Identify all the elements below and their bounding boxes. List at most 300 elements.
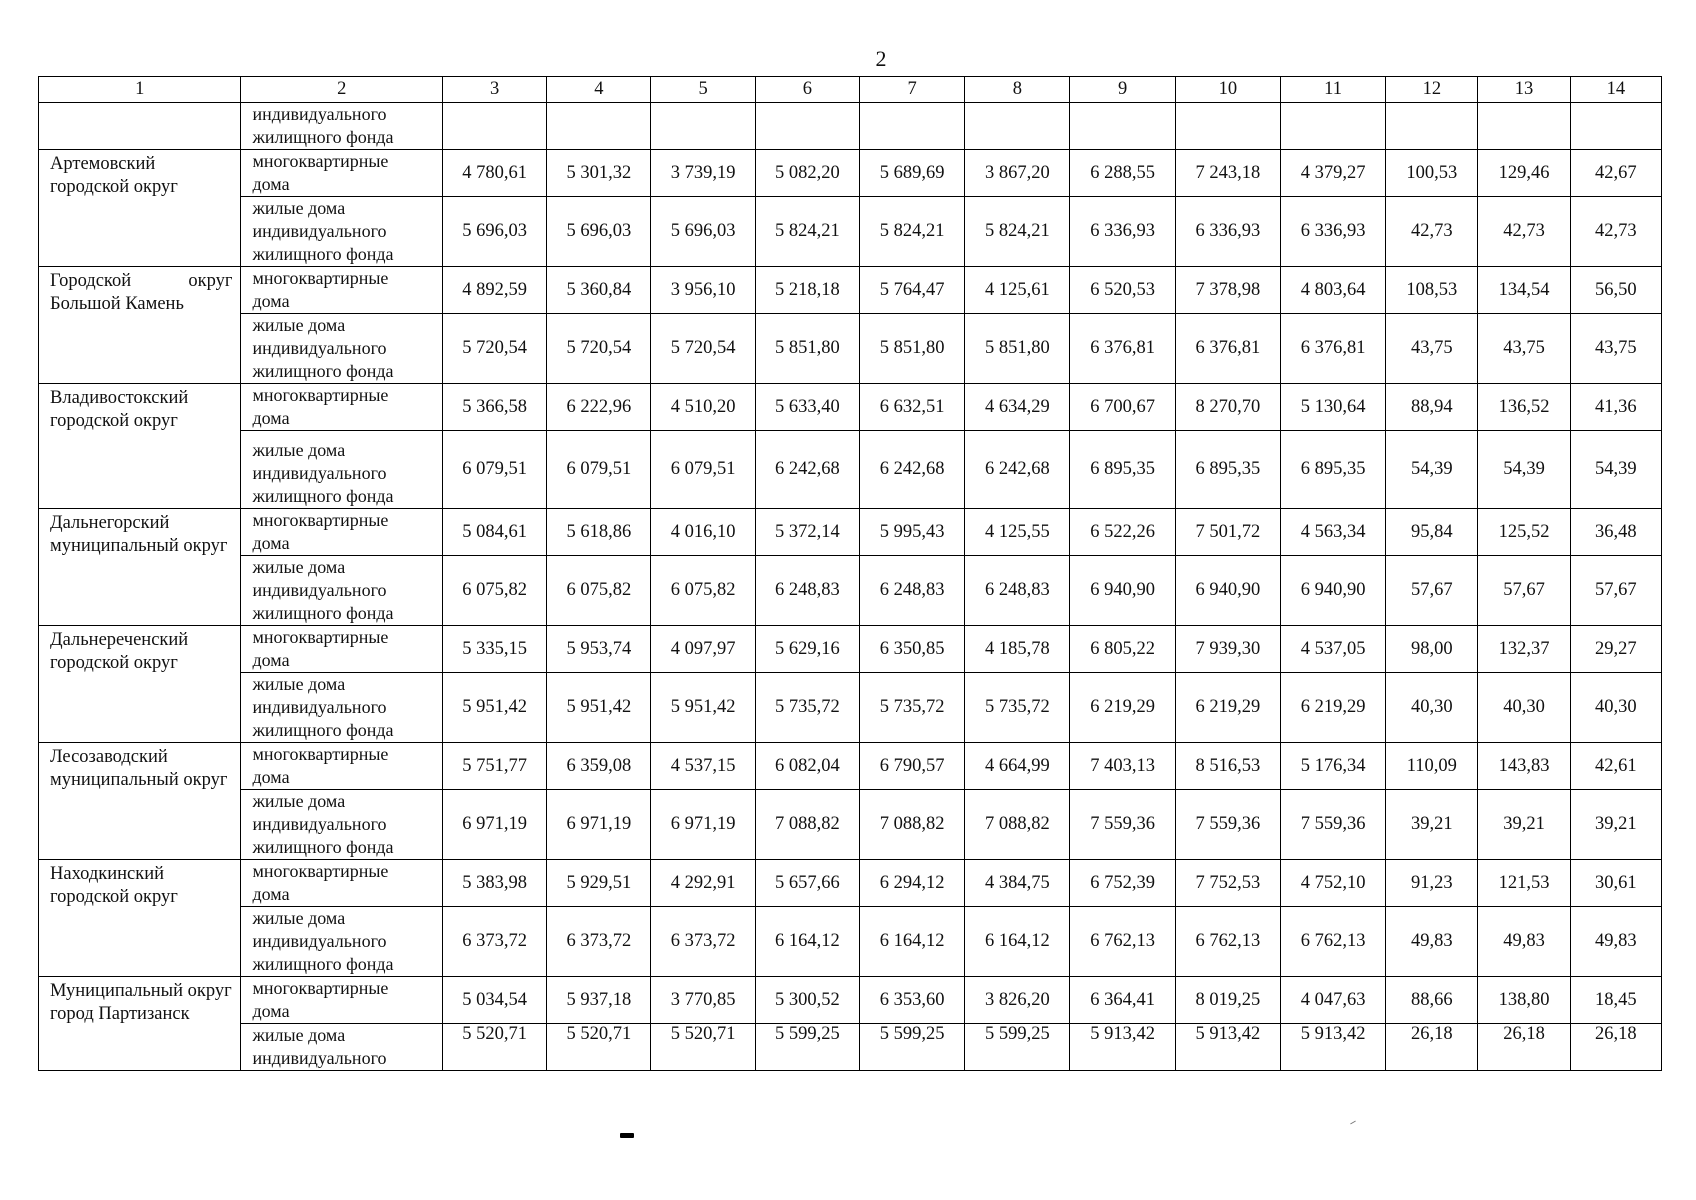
district-name: Находкинский городской округ xyxy=(39,860,241,977)
value-cell: 6 376,81 xyxy=(1175,314,1280,384)
value-cell: 5 735,72 xyxy=(965,673,1070,743)
value-cell: 39,21 xyxy=(1570,790,1661,860)
value-cell: 6 219,29 xyxy=(1070,673,1175,743)
value-cell: 49,83 xyxy=(1478,907,1570,977)
cell-text-line: многоквартирные xyxy=(252,744,389,764)
cell-text-line: многоквартирные xyxy=(252,978,389,998)
value-cell: 4 384,75 xyxy=(965,860,1070,907)
value-cell: 5 300,52 xyxy=(755,977,859,1024)
value-cell: 138,80 xyxy=(1478,977,1570,1024)
cell-text-line: жилищного фонда xyxy=(252,244,394,264)
value-cell: 18,45 xyxy=(1570,977,1661,1024)
empty-value-cell xyxy=(1478,103,1570,150)
value-cell: 8 270,70 xyxy=(1175,384,1280,431)
value-cell: 5 176,34 xyxy=(1280,743,1385,790)
empty-value-cell xyxy=(547,103,651,150)
value-cell: 6 790,57 xyxy=(859,743,964,790)
value-cell: 88,94 xyxy=(1386,384,1478,431)
district-name: Владивостокский городской округ xyxy=(39,384,241,509)
cell-text-line: многоквартирные xyxy=(252,151,389,171)
empty-value-cell xyxy=(859,103,964,150)
value-cell: 5 824,21 xyxy=(965,197,1070,267)
continuation-row xyxy=(39,103,1662,150)
value-cell: 5 735,72 xyxy=(755,673,859,743)
housing-type-cell xyxy=(241,314,442,384)
value-cell: 5 335,15 xyxy=(442,626,546,673)
empty-value-cell xyxy=(755,103,859,150)
cell-text-line: жилые дома xyxy=(252,557,346,577)
value-cell: 7 403,13 xyxy=(1070,743,1175,790)
value-cell: 6 376,81 xyxy=(1280,314,1385,384)
cell-text-line: жилищного фонда xyxy=(252,127,394,147)
table-row xyxy=(39,673,1662,743)
value-cell: 49,83 xyxy=(1386,907,1478,977)
value-cell: 54,39 xyxy=(1478,431,1570,509)
value-cell: 6 520,53 xyxy=(1070,267,1175,314)
value-cell: 6 082,04 xyxy=(755,743,859,790)
cell-text-line: жилищного фонда xyxy=(252,720,394,740)
table-row xyxy=(39,556,1662,626)
column-number: 1 xyxy=(39,77,241,103)
value-cell: 4 537,15 xyxy=(651,743,755,790)
housing-type-cell xyxy=(241,907,442,977)
value-cell: 5 951,42 xyxy=(651,673,755,743)
table-row xyxy=(39,384,1662,431)
value-cell: 42,73 xyxy=(1386,197,1478,267)
value-cell: 6 895,35 xyxy=(1070,431,1175,509)
value-cell: 5 034,54 xyxy=(442,977,546,1024)
empty-value-cell xyxy=(1280,103,1385,150)
value-cell: 6 364,41 xyxy=(1070,977,1175,1024)
value-cell: 5 696,03 xyxy=(547,197,651,267)
value-cell: 5 599,25 xyxy=(755,1024,859,1071)
table-row xyxy=(39,626,1662,673)
stray-dash-mark xyxy=(620,1133,634,1138)
value-cell: 4 379,27 xyxy=(1280,150,1385,197)
value-cell: 5 851,80 xyxy=(965,314,1070,384)
value-cell: 3 956,10 xyxy=(651,267,755,314)
cell-text-line: дома xyxy=(252,767,290,787)
value-cell: 5 082,20 xyxy=(755,150,859,197)
value-cell: 6 075,82 xyxy=(442,556,546,626)
value-cell: 6 940,90 xyxy=(1280,556,1385,626)
empty-value-cell xyxy=(965,103,1070,150)
cell-text-line: многоквартирные xyxy=(252,268,389,288)
value-cell: 4 563,34 xyxy=(1280,509,1385,556)
table-row xyxy=(39,860,1662,907)
value-cell: 4 185,78 xyxy=(965,626,1070,673)
housing-type-cell xyxy=(241,197,442,267)
table-row xyxy=(39,431,1662,509)
value-cell: 5 824,21 xyxy=(755,197,859,267)
value-cell: 57,67 xyxy=(1478,556,1570,626)
value-cell: 4 047,63 xyxy=(1280,977,1385,1024)
value-cell: 6 164,12 xyxy=(859,907,964,977)
value-cell: 5 696,03 xyxy=(651,197,755,267)
value-cell: 5 599,25 xyxy=(965,1024,1070,1071)
column-number: 7 xyxy=(859,77,964,103)
column-number: 5 xyxy=(651,77,755,103)
value-cell: 54,39 xyxy=(1570,431,1661,509)
value-cell: 6 373,72 xyxy=(651,907,755,977)
value-cell: 6 336,93 xyxy=(1175,197,1280,267)
cell-text-line: жилищного фонда xyxy=(252,954,394,974)
value-cell: 6 075,82 xyxy=(547,556,651,626)
housing-type-cell xyxy=(241,509,442,556)
cell-text-line: жилищного фонда xyxy=(252,837,394,857)
value-cell: 6 752,39 xyxy=(1070,860,1175,907)
value-cell: 6 522,26 xyxy=(1070,509,1175,556)
value-cell: 4 537,05 xyxy=(1280,626,1385,673)
value-cell: 5 720,54 xyxy=(442,314,546,384)
housing-type-cell xyxy=(241,267,442,314)
value-cell: 5 689,69 xyxy=(859,150,964,197)
value-cell: 6 895,35 xyxy=(1175,431,1280,509)
empty-value-cell xyxy=(1175,103,1280,150)
value-cell: 5 937,18 xyxy=(547,977,651,1024)
housing-type-cell xyxy=(241,977,442,1024)
value-cell: 5 764,47 xyxy=(859,267,964,314)
value-cell: 5 383,98 xyxy=(442,860,546,907)
value-cell: 5 633,40 xyxy=(755,384,859,431)
cell-text-line: индивидуального xyxy=(252,697,387,717)
cell-text-line: жилищного фонда xyxy=(252,361,394,381)
value-cell: 39,21 xyxy=(1478,790,1570,860)
cell-text-line: многоквартирные xyxy=(252,385,389,405)
value-cell: 95,84 xyxy=(1386,509,1478,556)
cell-text-line: дома xyxy=(252,884,290,904)
header-row xyxy=(39,77,1662,103)
value-cell: 5 130,64 xyxy=(1280,384,1385,431)
value-cell: 3 826,20 xyxy=(965,977,1070,1024)
housing-type-cell xyxy=(241,384,442,431)
cell-text-line: индивидуального xyxy=(252,104,387,124)
value-cell: 6 248,83 xyxy=(965,556,1070,626)
table-row xyxy=(39,509,1662,556)
cell-text-line: индивидуального xyxy=(252,338,387,358)
value-cell: 7 559,36 xyxy=(1070,790,1175,860)
table-row xyxy=(39,314,1662,384)
value-cell: 6 373,72 xyxy=(547,907,651,977)
value-cell: 7 088,82 xyxy=(965,790,1070,860)
empty-value-cell xyxy=(651,103,755,150)
cell-text-line: индивидуального xyxy=(252,814,387,834)
column-number: 14 xyxy=(1570,77,1661,103)
value-cell: 6 079,51 xyxy=(442,431,546,509)
value-cell: 5 084,61 xyxy=(442,509,546,556)
value-cell: 5 696,03 xyxy=(442,197,546,267)
value-cell: 42,67 xyxy=(1570,150,1661,197)
page-number: 2 xyxy=(875,46,887,71)
value-cell: 5 629,16 xyxy=(755,626,859,673)
cell-text-line: жилищного фонда xyxy=(252,486,394,506)
tariff-table xyxy=(38,76,1662,1071)
value-cell: 43,75 xyxy=(1478,314,1570,384)
value-cell: 41,36 xyxy=(1570,384,1661,431)
value-cell: 6 248,83 xyxy=(755,556,859,626)
housing-type-cell xyxy=(241,1024,442,1071)
value-cell: 91,23 xyxy=(1386,860,1478,907)
value-cell: 6 242,68 xyxy=(755,431,859,509)
value-cell: 36,48 xyxy=(1570,509,1661,556)
value-cell: 6 075,82 xyxy=(651,556,755,626)
table-row xyxy=(39,150,1662,197)
value-cell: 5 618,86 xyxy=(547,509,651,556)
value-cell: 5 951,42 xyxy=(547,673,651,743)
value-cell: 5 520,71 xyxy=(547,1024,651,1071)
column-number: 9 xyxy=(1070,77,1175,103)
cell-text-line: жилые дома xyxy=(252,674,346,694)
district-name: Лесозаводский муниципальный округ xyxy=(39,743,241,860)
value-cell: 5 301,32 xyxy=(547,150,651,197)
column-number: 4 xyxy=(547,77,651,103)
value-cell: 7 501,72 xyxy=(1175,509,1280,556)
value-cell: 7 088,82 xyxy=(859,790,964,860)
value-cell: 136,52 xyxy=(1478,384,1570,431)
value-cell: 5 751,77 xyxy=(442,743,546,790)
value-cell: 5 720,54 xyxy=(651,314,755,384)
cell-text-line: многоквартирные xyxy=(252,627,389,647)
value-cell: 6 632,51 xyxy=(859,384,964,431)
housing-type-cell xyxy=(241,790,442,860)
value-cell: 6 079,51 xyxy=(651,431,755,509)
value-cell: 7 559,36 xyxy=(1175,790,1280,860)
cell-text-line: индивидуального xyxy=(252,931,387,951)
value-cell: 40,30 xyxy=(1478,673,1570,743)
empty-value-cell xyxy=(1386,103,1478,150)
value-cell: 6 805,22 xyxy=(1070,626,1175,673)
table-row xyxy=(39,907,1662,977)
value-cell: 5 520,71 xyxy=(651,1024,755,1071)
value-cell: 39,21 xyxy=(1386,790,1478,860)
cell-text-line: жилые дома xyxy=(252,198,346,218)
value-cell: 6 294,12 xyxy=(859,860,964,907)
value-cell: 6 373,72 xyxy=(442,907,546,977)
value-cell: 42,73 xyxy=(1478,197,1570,267)
value-cell: 5 913,42 xyxy=(1175,1024,1280,1071)
cell-text-line: индивидуального xyxy=(252,1048,387,1068)
value-cell: 4 634,29 xyxy=(965,384,1070,431)
value-cell: 6 359,08 xyxy=(547,743,651,790)
cell-text-line: индивидуального xyxy=(252,463,387,483)
value-cell: 5 851,80 xyxy=(755,314,859,384)
value-cell: 6 762,13 xyxy=(1280,907,1385,977)
value-cell: 5 995,43 xyxy=(859,509,964,556)
value-cell: 8 516,53 xyxy=(1175,743,1280,790)
value-cell: 5 599,25 xyxy=(859,1024,964,1071)
value-cell: 132,37 xyxy=(1478,626,1570,673)
housing-type-cell xyxy=(241,431,442,509)
value-cell: 121,53 xyxy=(1478,860,1570,907)
value-cell: 5 372,14 xyxy=(755,509,859,556)
value-cell: 7 559,36 xyxy=(1280,790,1385,860)
housing-type-cell xyxy=(241,626,442,673)
value-cell: 5 953,74 xyxy=(547,626,651,673)
housing-type-cell xyxy=(241,673,442,743)
value-cell: 5 720,54 xyxy=(547,314,651,384)
cell-text-line: многоквартирные xyxy=(252,510,389,530)
district-name: Муниципальный округ город Партизанск xyxy=(39,977,241,1071)
value-cell: 7 378,98 xyxy=(1175,267,1280,314)
cell-text-line: дома xyxy=(252,533,290,553)
value-cell: 40,30 xyxy=(1570,673,1661,743)
column-number: 6 xyxy=(755,77,859,103)
value-cell: 100,53 xyxy=(1386,150,1478,197)
cell-text-line: жилые дома xyxy=(252,440,346,460)
column-number: 12 xyxy=(1386,77,1478,103)
value-cell: 56,50 xyxy=(1570,267,1661,314)
value-cell: 6 242,68 xyxy=(859,431,964,509)
cell-text-line: дома xyxy=(252,650,290,670)
value-cell: 5 913,42 xyxy=(1280,1024,1385,1071)
value-cell: 7 243,18 xyxy=(1175,150,1280,197)
value-cell: 108,53 xyxy=(1386,267,1478,314)
value-cell: 6 700,67 xyxy=(1070,384,1175,431)
value-cell: 6 079,51 xyxy=(547,431,651,509)
value-cell: 6 222,96 xyxy=(547,384,651,431)
table-row xyxy=(39,790,1662,860)
column-number: 3 xyxy=(442,77,546,103)
value-cell: 6 940,90 xyxy=(1070,556,1175,626)
cell-text-line: многоквартирные xyxy=(252,861,389,881)
column-number: 13 xyxy=(1478,77,1570,103)
value-cell: 6 762,13 xyxy=(1175,907,1280,977)
value-cell: 5 735,72 xyxy=(859,673,964,743)
column-number: 2 xyxy=(241,77,442,103)
value-cell: 5 824,21 xyxy=(859,197,964,267)
empty-value-cell xyxy=(1570,103,1661,150)
cell-text-line: жилые дома xyxy=(252,1025,346,1045)
value-cell: 98,00 xyxy=(1386,626,1478,673)
value-cell: 5 657,66 xyxy=(755,860,859,907)
value-cell: 6 376,81 xyxy=(1070,314,1175,384)
table-body xyxy=(39,77,1662,1071)
value-cell: 4 803,64 xyxy=(1280,267,1385,314)
value-cell: 129,46 xyxy=(1478,150,1570,197)
housing-type-cell xyxy=(241,743,442,790)
value-cell: 4 292,91 xyxy=(651,860,755,907)
value-cell: 5 929,51 xyxy=(547,860,651,907)
value-cell: 42,73 xyxy=(1570,197,1661,267)
value-cell: 110,09 xyxy=(1386,743,1478,790)
empty-value-cell xyxy=(1070,103,1175,150)
cell-text-line: жилищного фонда xyxy=(252,603,394,623)
value-cell: 4 016,10 xyxy=(651,509,755,556)
district-name: Дальнереченский городской округ xyxy=(39,626,241,743)
value-cell: 6 971,19 xyxy=(547,790,651,860)
value-cell: 26,18 xyxy=(1570,1024,1661,1071)
value-cell: 43,75 xyxy=(1570,314,1661,384)
value-cell: 88,66 xyxy=(1386,977,1478,1024)
table-row xyxy=(39,197,1662,267)
value-cell: 5 360,84 xyxy=(547,267,651,314)
value-cell: 4 125,55 xyxy=(965,509,1070,556)
value-cell: 6 336,93 xyxy=(1070,197,1175,267)
value-cell: 43,75 xyxy=(1386,314,1478,384)
value-cell: 3 867,20 xyxy=(965,150,1070,197)
column-number: 11 xyxy=(1280,77,1385,103)
value-cell: 125,52 xyxy=(1478,509,1570,556)
district-name: Дальнегорский муниципальный округ xyxy=(39,509,241,626)
value-cell: 40,30 xyxy=(1386,673,1478,743)
value-cell: 6 350,85 xyxy=(859,626,964,673)
scan-speck xyxy=(1350,1121,1356,1125)
value-cell: 143,83 xyxy=(1478,743,1570,790)
value-cell: 6 164,12 xyxy=(965,907,1070,977)
value-cell: 30,61 xyxy=(1570,860,1661,907)
value-cell: 6 940,90 xyxy=(1175,556,1280,626)
value-cell: 6 164,12 xyxy=(755,907,859,977)
value-cell: 7 088,82 xyxy=(755,790,859,860)
table-row xyxy=(39,977,1662,1024)
cell-text-line: дома xyxy=(252,408,290,428)
district-name: Городской округ Большой Камень xyxy=(39,267,241,384)
value-cell: 8 019,25 xyxy=(1175,977,1280,1024)
cell-text-line: жилые дома xyxy=(252,315,346,335)
housing-type-cell xyxy=(241,860,442,907)
value-cell: 3 770,85 xyxy=(651,977,755,1024)
cell-text-line: жилые дома xyxy=(252,908,346,928)
value-cell: 26,18 xyxy=(1386,1024,1478,1071)
housing-type-cell xyxy=(241,103,442,150)
value-cell: 6 971,19 xyxy=(651,790,755,860)
value-cell: 7 752,53 xyxy=(1175,860,1280,907)
value-cell: 57,67 xyxy=(1386,556,1478,626)
district-name: Артемовский городской округ xyxy=(39,150,241,267)
value-cell: 6 762,13 xyxy=(1070,907,1175,977)
cell-text-line: дома xyxy=(252,291,290,311)
value-cell: 3 739,19 xyxy=(651,150,755,197)
value-cell: 6 336,93 xyxy=(1280,197,1385,267)
value-cell: 6 971,19 xyxy=(442,790,546,860)
cell-text-line: индивидуального xyxy=(252,221,387,241)
table-row xyxy=(39,743,1662,790)
cell-text-line: жилые дома xyxy=(252,791,346,811)
value-cell: 49,83 xyxy=(1570,907,1661,977)
housing-type-cell xyxy=(241,150,442,197)
value-cell: 29,27 xyxy=(1570,626,1661,673)
value-cell: 7 939,30 xyxy=(1175,626,1280,673)
value-cell: 4 892,59 xyxy=(442,267,546,314)
cell-text-line: дома xyxy=(252,1001,290,1021)
value-cell: 6 219,29 xyxy=(1280,673,1385,743)
value-cell: 4 097,97 xyxy=(651,626,755,673)
table-row xyxy=(39,1024,1662,1071)
value-cell: 6 895,35 xyxy=(1280,431,1385,509)
column-number: 10 xyxy=(1175,77,1280,103)
cell-text-line: индивидуального xyxy=(252,580,387,600)
value-cell: 4 780,61 xyxy=(442,150,546,197)
value-cell: 6 353,60 xyxy=(859,977,964,1024)
value-cell: 6 242,68 xyxy=(965,431,1070,509)
value-cell: 4 510,20 xyxy=(651,384,755,431)
value-cell: 5 913,42 xyxy=(1070,1024,1175,1071)
value-cell: 5 951,42 xyxy=(442,673,546,743)
value-cell: 57,67 xyxy=(1570,556,1661,626)
value-cell: 4 664,99 xyxy=(965,743,1070,790)
value-cell: 5 366,58 xyxy=(442,384,546,431)
value-cell: 5 218,18 xyxy=(755,267,859,314)
value-cell: 6 219,29 xyxy=(1175,673,1280,743)
housing-type-cell xyxy=(241,556,442,626)
value-cell: 5 851,80 xyxy=(859,314,964,384)
value-cell: 4 125,61 xyxy=(965,267,1070,314)
value-cell: 42,61 xyxy=(1570,743,1661,790)
value-cell: 26,18 xyxy=(1478,1024,1570,1071)
column-number: 8 xyxy=(965,77,1070,103)
table-row xyxy=(39,267,1662,314)
value-cell: 5 520,71 xyxy=(442,1024,546,1071)
